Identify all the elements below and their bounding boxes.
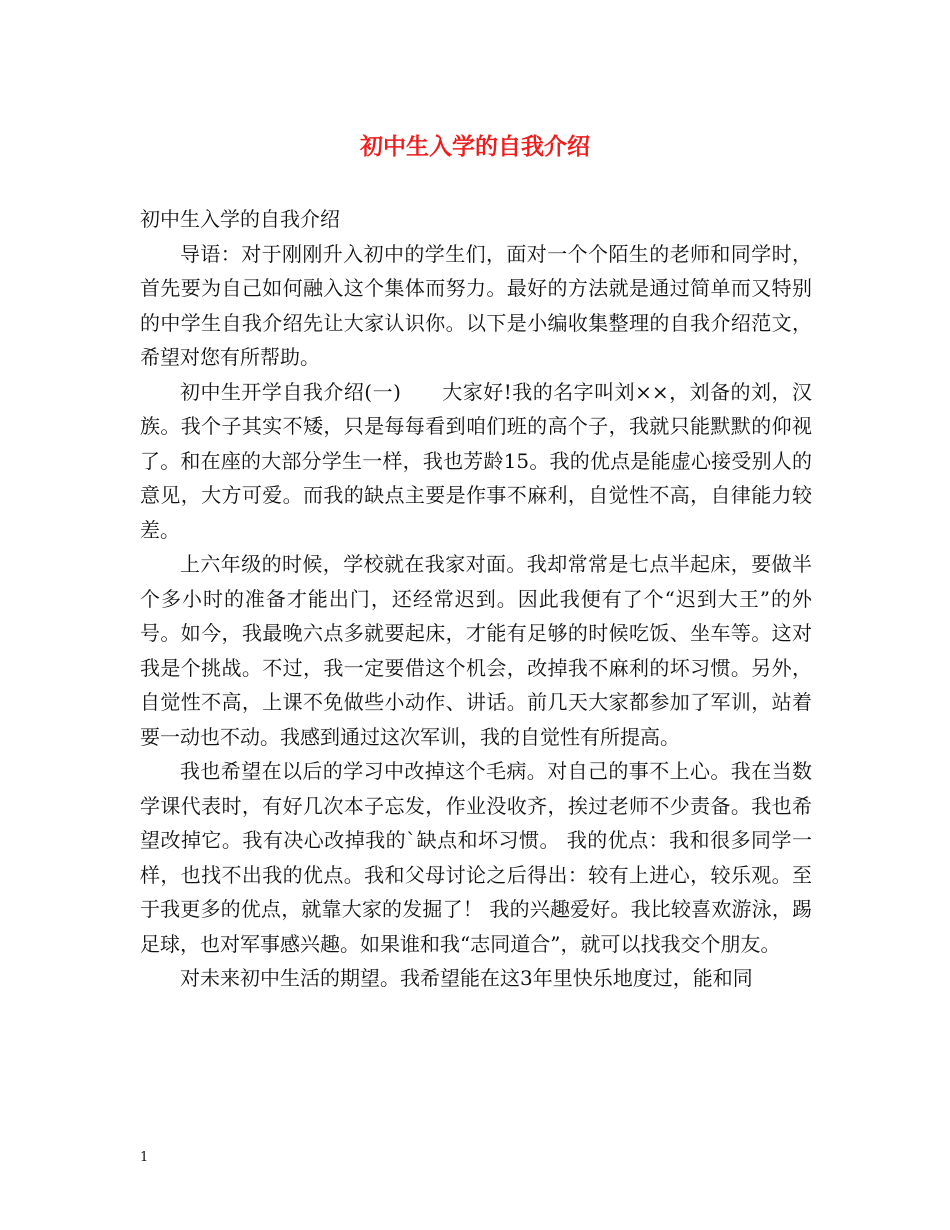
document-title: 初中生入学的自我介绍	[360, 133, 590, 160]
paragraph-grade-six: 上六年级的时候，学校就在我家对面。我却常常是七点半起床，要做半个多小时的准备才能出门，还经常迟到。因此我便有了个“迟到大王”的外号。如今，我最晚六点多就要起床，才能有足够的时候吃饭、坐车等。这对我是个挑战。不过，我一定要借这个机会，改掉我不麻利的坏习惯。另外，自觉性不高，上课不免做些小动作、讲话。前几天大家都参加了军训，站着要一动也不动。我感到通过这次军训，我的自觉性有所提高。	[140, 552, 812, 749]
paragraph-intro: 导语：对于刚刚升入初中的学生们，面对一个个陌生的老师和同学时，首先要为自己如何融入这个集体而努力。最好的方法就是通过简单而又特别的中学生自我介绍先让大家认识你。以下是小编收集整理的自我介绍范文，希望对您有所帮助。	[140, 241, 812, 369]
page-number: 1	[140, 1150, 149, 1165]
paragraph-expectation: 对未来初中生活的期望。我希望能在这3年里快乐地度过，能和同	[180, 966, 753, 990]
document-subtitle: 初中生入学的自我介绍	[140, 207, 340, 231]
paragraph-improvement: 我也希望在以后的学习中改掉这个毛病。对自己的事不上心。我在当数学课代表时，有好几次本子忘发，作业没收齐，挨过老师不少责备。我也希望改掉它。我有决心改掉我的`缺点和坏习惯。 我的优点：我和很多同学一样，也找不出我的优点。我和父母讨论之后得出：较有上进心，较乐观。至于我更多的优点，就靠大家的发掘了！ 我的兴趣爱好。我比较喜欢游泳，踢足球，也对军事感兴趣。如果谁和我“志同道合”，就可以找我交个朋友。	[140, 759, 812, 956]
document-body	[140, 202, 812, 996]
paragraph-self-intro: 初中生开学自我介绍(一) 大家好!我的名字叫刘××，刘备的刘，汉族。我个子其实不矮，只是每每看到咱们班的高个子，我就只能默默的仰视了。和在座的大部分学生一样，我也芳龄15。我的优点是能虚心接受别人的意见，大方可爱。而我的缺点主要是作事不麻利，自觉性不高，自律能力较差。	[140, 379, 812, 542]
